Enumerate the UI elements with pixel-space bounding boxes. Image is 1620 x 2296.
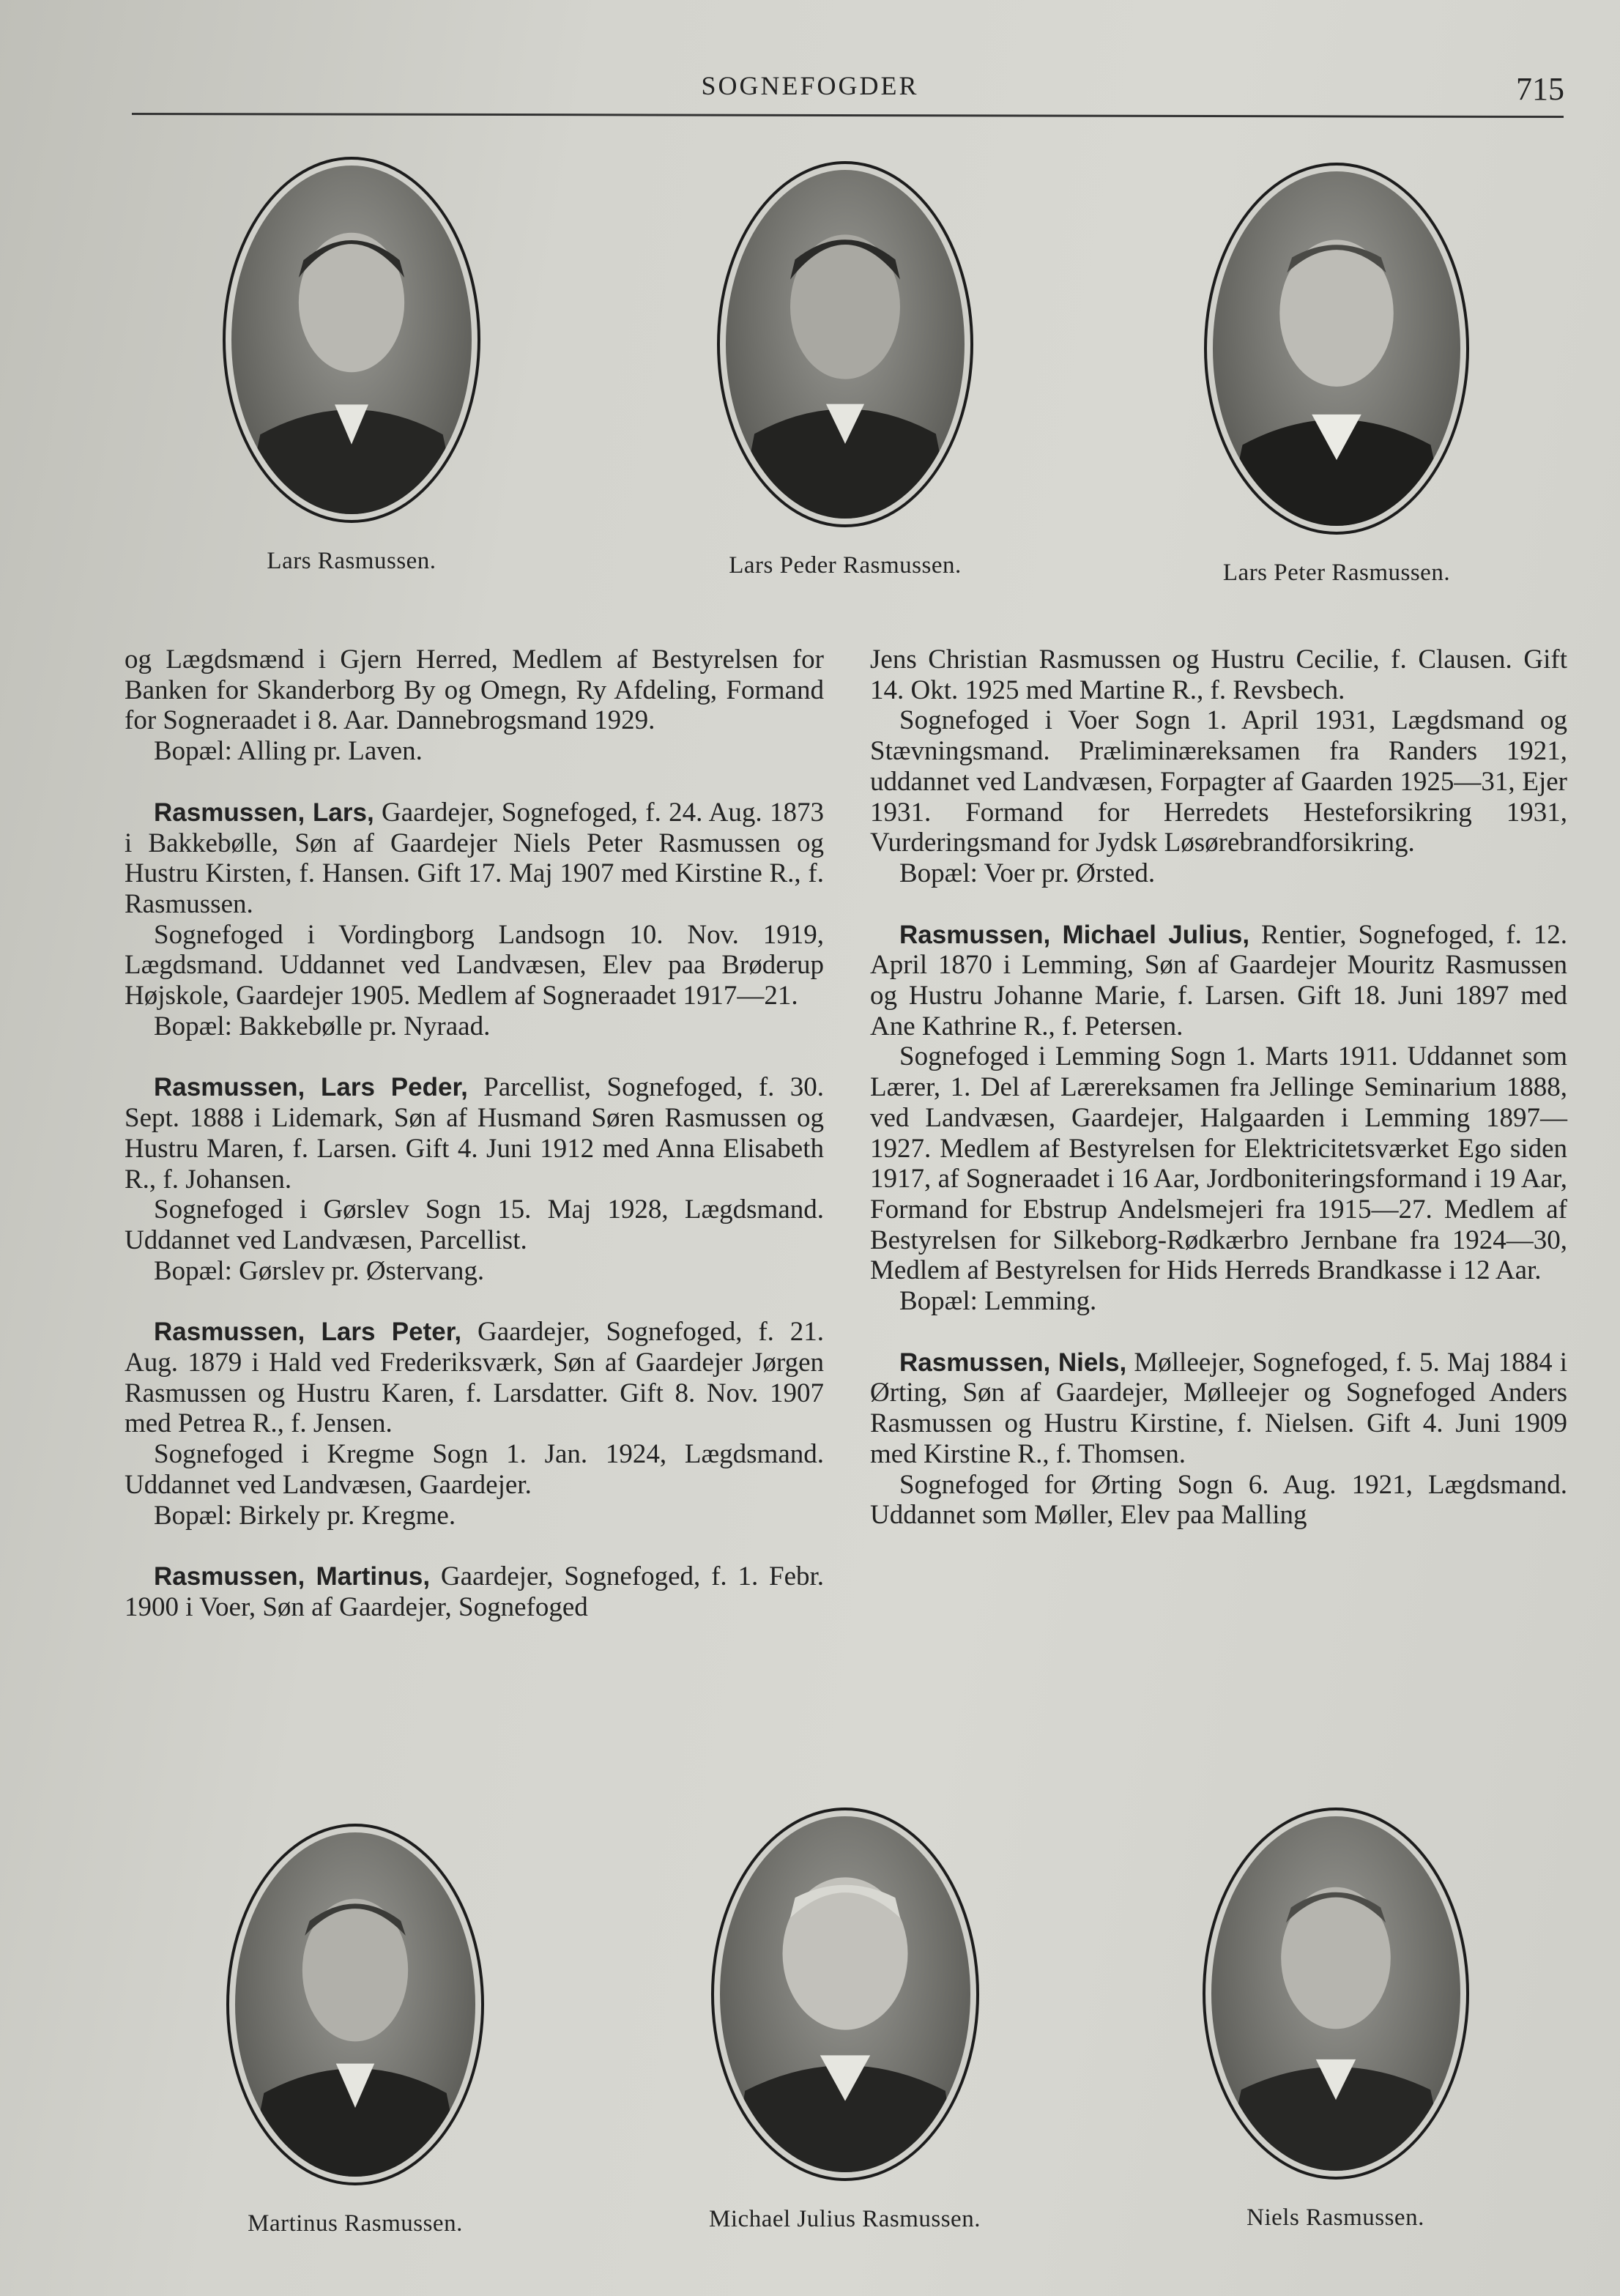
entry-bio: Parcellist, Sognefoged, f. 30. Sept. 1888 i Lidemark, Søn af Husmand Søren Rasmussen og Hustru Maren, f. Larsen. Gift 4. Juni 1912 med Anna Elisabeth R., f. Johansen.	[125, 1072, 825, 1195]
entry-career: Sognefoged for Ørting Sogn 6. Aug. 1921, Lægdsmand. Uddannet som Møller, Elev paa Malling	[870, 1469, 1567, 1531]
entry-lars-rasmussen	[125, 798, 824, 920]
bopael: Bopæl: Voer pr. Ørsted.	[899, 858, 1156, 888]
entry-martinus-rasmussen	[125, 1561, 824, 1622]
entry-career: Sognefoged i Vordingborg Landsogn 10. Nov. 1919, Lægdsmand. Uddannet ved Landvæsen, Elev paa Brøderup Højskole, Gaardejer 1905. Medlem af Sogneraadet 1917—21.	[125, 919, 824, 1011]
entry-career: Sognefoged i Kregme Sogn 1. Jan. 1924, Lægdsmand. Uddannet ved Landvæsen, Gaardejer.	[125, 1439, 824, 1500]
entry-name: Rasmussen, Lars Peter,	[154, 1318, 462, 1347]
portrait-photo	[726, 170, 965, 519]
bopael: Bopæl: Gørslev pr. Østervang.	[154, 1255, 485, 1286]
page-number: 715	[1516, 71, 1564, 107]
right-column	[870, 644, 1567, 1531]
entry-name: Rasmussen, Niels,	[899, 1348, 1127, 1377]
portrait-michael-julius-rasmussen	[707, 1808, 982, 2233]
portrait-frame	[711, 1808, 979, 2181]
portrait-frame	[223, 157, 480, 523]
bopael: Bopæl: Birkely pr. Kregme.	[154, 1500, 456, 1531]
entry-bio: Gaardejer, Sognefoged, f. 21. Aug. 1879 i Hald ved Frederiksværk, Søn af Gaardejer Jørgen Rasmussen og Hustru Karen, f. Larsdatter. Gift 8. Nov. 1907 med Petrea R., f. Jensen.	[125, 1317, 825, 1439]
entry-bio: Gaardejer, Sognefoged, f. 1. Febr. 1900 i Voer, Søn af Gaardejer, Sognefoged	[125, 1561, 825, 1622]
portrait-photo	[720, 1816, 970, 2172]
entry-career: Sognefoged i Lemming Sogn 1. Marts 1911. Uddannet som Lærer, 1. Del af Lærereksamen fra Jellinge Seminarium 1888, ved Landvæsen, Gaardejer, Halgaarden i Lemming 1897—1927. Medlem af Bestyrelsen for Elektricitetsværket Ego siden 1917, af Sogneraadet i 16 Aar, Jordboniteringsformand i 19 Aar, Formand for Ebstrup Andelsmejeri fra 1915—27. Medlem af Bestyrelsen for Silkeborg-Rødkærbro Jernbane fra 1924—30, Medlem af Bestyrelsen for Hids Herreds Brandkasse i 12 Aar.	[870, 1041, 1567, 1286]
portrait-photo	[231, 166, 472, 514]
portrait-caption: Lars Rasmussen.	[267, 548, 436, 574]
entry-name: Rasmussen, Lars,	[154, 798, 374, 827]
bopael: Bopæl: Alling pr. Laven.	[154, 736, 423, 767]
portrait-niels-rasmussen	[1198, 1808, 1473, 2232]
portrait-caption: Lars Peder Rasmussen.	[729, 552, 962, 579]
entry-bio: Mølleejer, Sognefoged, f. 5. Maj 1884 i Ørting, Søn af Gaardejer, Mølleejer og Sognefoged Anders Rasmussen og Hustru Kirstine, f. Nielsen. Gift 4. Juni 1909 med Kirstine R., f. Thomsen.	[870, 1347, 1568, 1469]
portrait-photo	[235, 1832, 475, 2177]
portrait-caption: Martinus Rasmussen.	[248, 2210, 463, 2237]
left-column	[125, 644, 824, 1623]
entry-bio: Gaardejer, Sognefoged, f. 24. Aug. 1873 i Bakkebølle, Søn af Gaardejer Niels Peter Rasmussen og Hustru Kirsten, f. Hansen. Gift 17. Maj 1907 med Kirstine R., f. Rasmussen.	[125, 797, 824, 919]
running-title: SOGNEFOGDER	[701, 71, 919, 100]
portrait-frame	[1204, 163, 1469, 535]
entry-niels-rasmussen	[870, 1348, 1567, 1470]
header-rule	[132, 113, 1564, 118]
continued-text: og Lægdsmænd i Gjern Herred, Medlem af Bestyrelsen for Banken for Skanderborg By og Omegn, Ry Afdeling, Formand for Sogneraadet i 8. Aar. Dannebrogsmand 1929.	[125, 644, 824, 736]
portrait-frame	[1203, 1808, 1469, 2180]
bopael: Bopæl: Lemming.	[899, 1286, 1097, 1317]
entry-lars-peder-rasmussen	[125, 1072, 824, 1195]
entry-lars-peter-rasmussen	[125, 1317, 824, 1439]
continued-text: Jens Christian Rasmussen og Hustru Cecilie, f. Clausen. Gift 14. Okt. 1925 med Martine R., f. Revsbech.	[870, 644, 1567, 705]
entry-bio: Rentier, Sognefoged, f. 12. April 1870 i Lemming, Søn af Gaardejer Mouritz Rasmussen og Hustru Johanne Marie, f. Larsen. Gift 18. Juni 1897 med Ane Kathrine R., f. Petersen.	[870, 919, 1567, 1041]
portrait-lars-rasmussen	[220, 157, 483, 575]
portrait-lars-peter-rasmussen	[1201, 163, 1472, 587]
portrait-lars-peder-rasmussen	[713, 161, 977, 579]
entry-career: Sognefoged i Gørslev Sogn 15. Maj 1928, Lægdsmand. Uddannet ved Landvæsen, Parcellist.	[125, 1195, 824, 1255]
entry-michael-julius-rasmussen	[870, 920, 1567, 1042]
portrait-martinus-rasmussen	[220, 1824, 491, 2237]
entry-name: Rasmussen, Martinus,	[154, 1562, 431, 1591]
portrait-photo	[1211, 1816, 1460, 2171]
bopael: Bopæl: Bakkebølle pr. Nyraad.	[154, 1011, 491, 1041]
portrait-frame	[717, 161, 973, 527]
portrait-caption: Niels Rasmussen.	[1246, 2204, 1424, 2231]
entry-name: Rasmussen, Michael Julius,	[899, 920, 1250, 949]
portrait-photo	[1213, 171, 1460, 526]
entry-name: Rasmussen, Lars Peder,	[154, 1073, 468, 1102]
portrait-caption: Lars Peter Rasmussen.	[1222, 560, 1451, 586]
portrait-caption: Michael Julius Rasmussen.	[709, 2206, 981, 2232]
portrait-frame	[226, 1824, 484, 2185]
entry-career: Sognefoged i Voer Sogn 1. April 1931, Lægdsmand og Stævningsmand. Præliminæreksamen fra Randers 1921, uddannet ved Landvæsen, Forpagter af Gaarden 1925—31, Ejer 1931. Formand for Herredets Hesteforsikring 1931, Vurderingsmand for Jydsk Løsørebrandforsikring.	[870, 705, 1567, 858]
